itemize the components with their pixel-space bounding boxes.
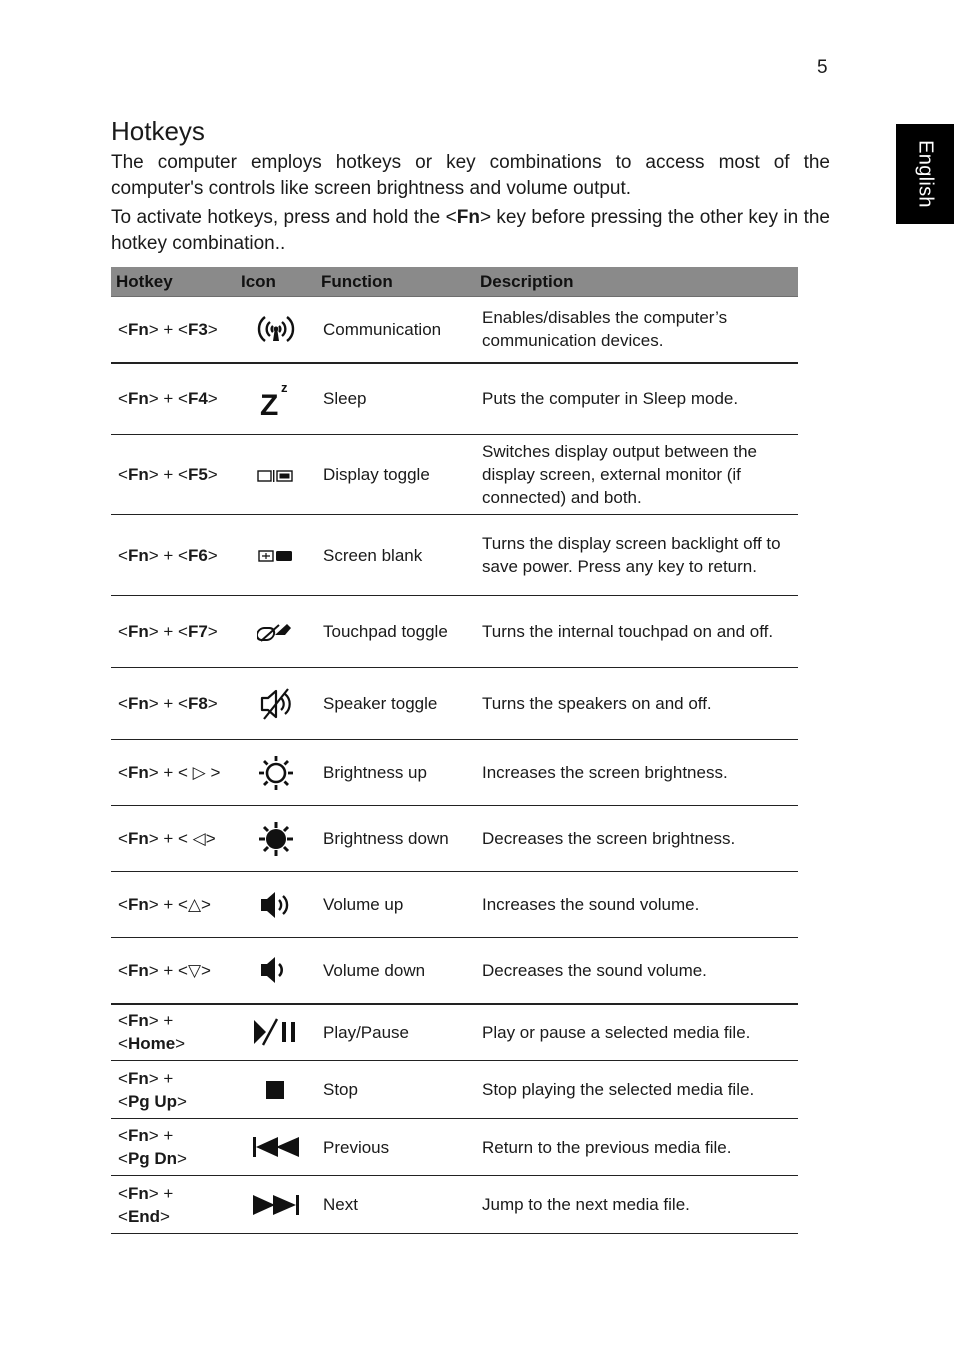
hotkey-modifier: Fn [127, 960, 149, 980]
hotkey-key: F8 [187, 694, 208, 713]
icon-cell [236, 668, 316, 740]
hotkey-modifier: Fn [127, 545, 149, 565]
hotkey-end: > [207, 319, 218, 339]
table-row [111, 938, 798, 1004]
hotkey-key: Pg Up [127, 1091, 178, 1111]
section-heading: Hotkeys [111, 116, 205, 146]
hotkey-cell: <Fn> + < ▷ > [111, 740, 236, 806]
hotkey-separator: > + < [148, 763, 193, 782]
hotkey-end: > [207, 694, 218, 713]
hotkey-cell: <Fn> + < ◁> [111, 806, 236, 872]
function-cell: Play/Pause [316, 1004, 475, 1061]
description-cell: Return to the previous media file. [475, 1119, 798, 1176]
hotkey-separator: > + < [148, 465, 188, 484]
hotkey-key: Pg Dn [127, 1149, 178, 1168]
description-cell: Increases the sound volume. [475, 872, 798, 938]
hotkey-modifier: Fn [127, 1068, 149, 1088]
intro-paragraph-2 [111, 205, 830, 257]
icon-cell [236, 1176, 316, 1234]
hotkey-key: ▽ [187, 960, 202, 980]
hotkey-cell: <Fn> + <F8> [111, 668, 236, 740]
hotkey-key: △ [187, 895, 202, 914]
table-row [111, 596, 798, 668]
hotkey-key: F4 [187, 389, 208, 409]
hotkey-separator: > + < [148, 545, 188, 565]
description-cell: Turns the display screen backlight off to save power. Press any key to return. [475, 515, 798, 596]
icon-cell [236, 363, 316, 435]
hotkey-separator: > + < [148, 319, 188, 339]
svg-text:z: z [281, 379, 288, 395]
hotkey-cell: <Fn> + <▽> [111, 938, 236, 1004]
hotkey-cell: <Fn> + <Pg Dn> [111, 1119, 236, 1176]
description-cell: Switches display output between the display screen, external monitor (if connected) and both. [475, 435, 798, 515]
description-cell: Decreases the sound volume. [475, 938, 798, 1004]
table-row [111, 806, 798, 872]
hotkey-key: F6 [187, 545, 208, 565]
hotkey-modifier: Fn [127, 1126, 149, 1145]
hotkey-end: > [205, 829, 216, 848]
function-cell: Brightness down [316, 806, 475, 872]
sleep-zz-icon [259, 379, 293, 419]
hotkey-end: > [177, 1091, 187, 1111]
svg-text:Z: Z [260, 388, 279, 419]
function-cell: Brightness up [316, 740, 475, 806]
hotkey-separator: > + [148, 1183, 174, 1203]
icon-cell [236, 297, 316, 363]
function-cell: Volume down [316, 938, 475, 1004]
intro-paragraph-1: The computer employs hotkeys or key combinations to access most of the computer's controls like screen brightness and volume output. [111, 152, 830, 199]
hotkey-cell: <Fn> + <△> [111, 872, 236, 938]
description-cell: Enables/disables the computer’s communication devices. [475, 297, 798, 363]
icon-cell [236, 806, 316, 872]
hotkey-separator: > + < [148, 829, 193, 848]
icon-cell [236, 938, 316, 1004]
play-pause-icon [252, 1022, 300, 1041]
hotkey-modifier: Fn [127, 465, 149, 484]
screen-blank-icon [257, 546, 295, 565]
hotkey-cell: <Fn> + <F3> [111, 297, 236, 363]
function-cell: Volume up [316, 872, 475, 938]
function-cell: Stop [316, 1061, 475, 1119]
hotkey-end: > [160, 1206, 170, 1226]
hotkey-modifier: Fn [127, 829, 149, 848]
hotkey-end: > [205, 763, 221, 782]
header-icon: Icon [236, 267, 316, 297]
table-row [111, 297, 798, 363]
hotkey-modifier: Fn [127, 1183, 149, 1203]
function-cell: Communication [316, 297, 475, 363]
volume-up-icon [258, 894, 294, 913]
hotkey-separator: > + < [148, 622, 188, 641]
table-row [111, 1119, 798, 1176]
hotkey-separator: > + < [148, 960, 188, 980]
hotkey-end: > [207, 545, 218, 565]
icon-cell [236, 435, 316, 515]
brightness-down-icon [257, 828, 295, 847]
function-cell: Display toggle [316, 435, 475, 515]
table-row [111, 668, 798, 740]
hotkey-key: F5 [187, 465, 208, 484]
touchpad-toggle-icon [257, 621, 295, 640]
hotkey-modifier: Fn [127, 1011, 149, 1031]
table-header-row [111, 267, 798, 297]
header-hotkey: Hotkey [111, 267, 236, 297]
brightness-up-icon [257, 762, 295, 781]
hotkey-key: ◁ [192, 829, 206, 848]
hotkey-key: ▷ [192, 763, 206, 782]
icon-cell [236, 1119, 316, 1176]
page-number: 5 [817, 57, 828, 78]
function-cell: Speaker toggle [316, 668, 475, 740]
table-row [111, 363, 798, 435]
table-row [111, 1176, 798, 1234]
description-cell: Increases the screen brightness. [475, 740, 798, 806]
hotkey-end: > [175, 1034, 186, 1054]
table-row [111, 1004, 798, 1061]
hotkey-separator: > + < [148, 389, 188, 409]
icon-cell [236, 515, 316, 596]
hotkey-cell: <Fn> + <Home> [111, 1004, 236, 1061]
header-description: Description [475, 267, 798, 297]
hotkey-modifier: Fn [127, 763, 149, 782]
hotkey-end: > [177, 1149, 187, 1168]
hotkey-cell: <Fn> + <F4> [111, 363, 236, 435]
description-cell: Play or pause a selected media file. [475, 1004, 798, 1061]
volume-down-icon [258, 960, 294, 979]
header-function: Function [316, 267, 475, 297]
function-cell: Sleep [316, 363, 475, 435]
table-row [111, 515, 798, 596]
hotkey-separator: > + < [148, 694, 188, 713]
hotkey-separator: > + [148, 1068, 174, 1088]
icon-cell [236, 740, 316, 806]
hotkey-end: > [201, 960, 211, 980]
function-cell: Touchpad toggle [316, 596, 475, 668]
table-row [111, 872, 798, 938]
intro-text-after: > key before pressing the other key in the hotkey combination.. [111, 207, 830, 254]
hotkey-separator: > + [148, 1126, 174, 1145]
hotkey-cell: <Fn> + <Pg Up> [111, 1061, 236, 1119]
hotkey-modifier: Fn [127, 319, 149, 339]
icon-cell [236, 1061, 316, 1119]
description-cell: Stop playing the selected media file. [475, 1061, 798, 1119]
table-row [111, 740, 798, 806]
table-row [111, 435, 798, 515]
hotkey-cell: <Fn> + <F6> [111, 515, 236, 596]
next-track-icon [251, 1194, 301, 1213]
hotkey-cell: <Fn> + <End> [111, 1176, 236, 1234]
language-side-tab [896, 124, 954, 224]
hotkeys-table [111, 267, 798, 1234]
hotkey-key: End [127, 1206, 161, 1226]
intro-text-before: To activate hotkeys, press and hold the < [111, 207, 457, 228]
hotkey-separator: > + [148, 1011, 174, 1031]
hotkey-key: F3 [187, 319, 208, 339]
hotkey-end: > [207, 389, 218, 409]
icon-cell [236, 1004, 316, 1061]
description-cell: Puts the computer in Sleep mode. [475, 363, 798, 435]
language-label: English [914, 140, 937, 208]
previous-track-icon [251, 1137, 301, 1156]
hotkey-key: F7 [187, 622, 208, 641]
display-toggle-icon [257, 465, 295, 484]
hotkey-modifier: Fn [127, 895, 149, 914]
hotkey-cell: <Fn> + <F5> [111, 435, 236, 515]
hotkey-modifier: Fn [127, 389, 149, 409]
function-cell: Next [316, 1176, 475, 1234]
description-cell: Turns the speakers on and off. [475, 668, 798, 740]
description-cell: Jump to the next media file. [475, 1176, 798, 1234]
function-cell: Screen blank [316, 515, 475, 596]
speaker-toggle-icon [258, 693, 294, 712]
intro-fn-key: Fn [456, 207, 480, 228]
hotkey-end: > [207, 622, 218, 641]
icon-cell [236, 872, 316, 938]
hotkey-end: > [201, 895, 211, 914]
function-cell: Previous [316, 1119, 475, 1176]
table-row [111, 1061, 798, 1119]
hotkey-end: > [207, 465, 218, 484]
icon-cell [236, 596, 316, 668]
hotkey-modifier: Fn [127, 622, 149, 641]
description-cell: Decreases the screen brightness. [475, 806, 798, 872]
hotkey-cell: <Fn> + <F7> [111, 596, 236, 668]
description-cell: Turns the internal touchpad on and off. [475, 596, 798, 668]
hotkey-separator: > + < [148, 895, 188, 914]
hotkey-modifier: Fn [127, 694, 149, 713]
hotkey-key: Home [127, 1034, 176, 1054]
wireless-communication-icon [257, 319, 295, 338]
stop-icon [265, 1080, 287, 1099]
